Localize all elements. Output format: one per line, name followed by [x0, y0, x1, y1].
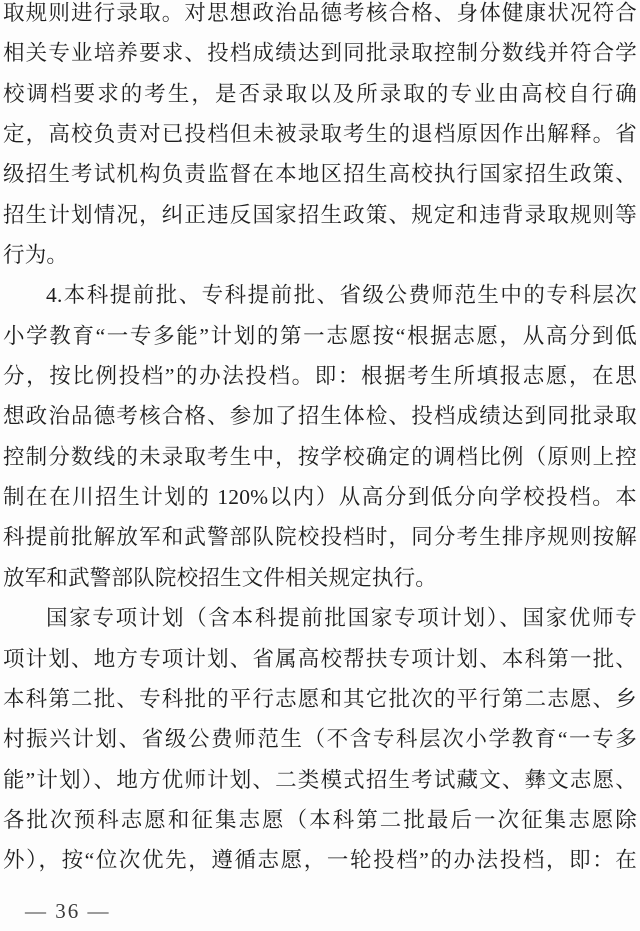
- text-line: 招生计划情况，纠正违反国家招生政策、规定和违背录取规则等: [3, 202, 637, 227]
- text-line: 小学教育“一专多能”计划的第一志愿按“根据志愿，从高分到低: [3, 323, 637, 348]
- text-line: 村振兴计划、省级公费师范生（不含专科层次小学教育“一专多: [3, 727, 637, 752]
- text-line: 行为。: [3, 243, 69, 268]
- paragraph: [3, 598, 637, 880]
- paragraph: [3, 0, 637, 275]
- page-number: — 36 —: [25, 899, 111, 923]
- text-line: 控制分数线的未录取考生中，按学校确定的调档比例（原则上控: [3, 444, 637, 469]
- text-line: 放军和武警部队院校招生文件相关规定执行。: [3, 565, 438, 590]
- text-line: 项计划、地方专项计划、省属高校帮扶专项计划、本科第一批、: [3, 646, 637, 671]
- text-line: 想政治品德考核合格、参加了招生体检、投档成绩达到同批录取: [3, 404, 637, 429]
- page-footer: [0, 898, 640, 924]
- text-line: 制在在川招生计划的 120%以内）从高分到低分向学校投档。本: [3, 485, 637, 510]
- text-line: 各批次预科志愿和征集志愿（本科第二批最后一次征集志愿除: [3, 807, 637, 832]
- text-line: 分，按比例投档”的办法投档。即：根据考生所填报志愿，在思: [3, 364, 637, 389]
- text-line: 科提前批解放军和武警部队院校投档时，同分考生排序规则按解: [3, 525, 637, 550]
- text-line: 定，高校负责对已投档但未被录取考生的退档原因作出解释。省: [3, 122, 637, 147]
- text-line: 国家专项计划（含本科提前批国家专项计划）、国家优师专: [46, 606, 637, 631]
- text-line: 校调档要求的考生，是否录取以及所录取的专业由高校自行确: [3, 81, 637, 106]
- text-line: 4.本科提前批、专科提前批、省级公费师范生中的专科层次: [46, 283, 637, 308]
- text-line: 外），按“位次优先，遵循志愿，一轮投档”的办法投档，即：在: [3, 848, 637, 873]
- text-line: 本科第二批、专科批的平行志愿和其它批次的平行第二志愿、乡: [3, 686, 637, 711]
- text-line: 相关专业培养要求、投档成绩达到同批录取控制分数线并符合学: [3, 41, 637, 66]
- text-line: 取规则进行录取。对思想政治品德考核合格、身体健康状况符合: [3, 1, 637, 25]
- text-line: 能”计划）、地方优师计划、二类模式招生考试藏文、彝文志愿、: [3, 767, 637, 792]
- paragraph: [3, 275, 637, 598]
- text-line: 级招生考试机构负责监督在本地区招生高校执行国家招生政策、: [3, 162, 637, 187]
